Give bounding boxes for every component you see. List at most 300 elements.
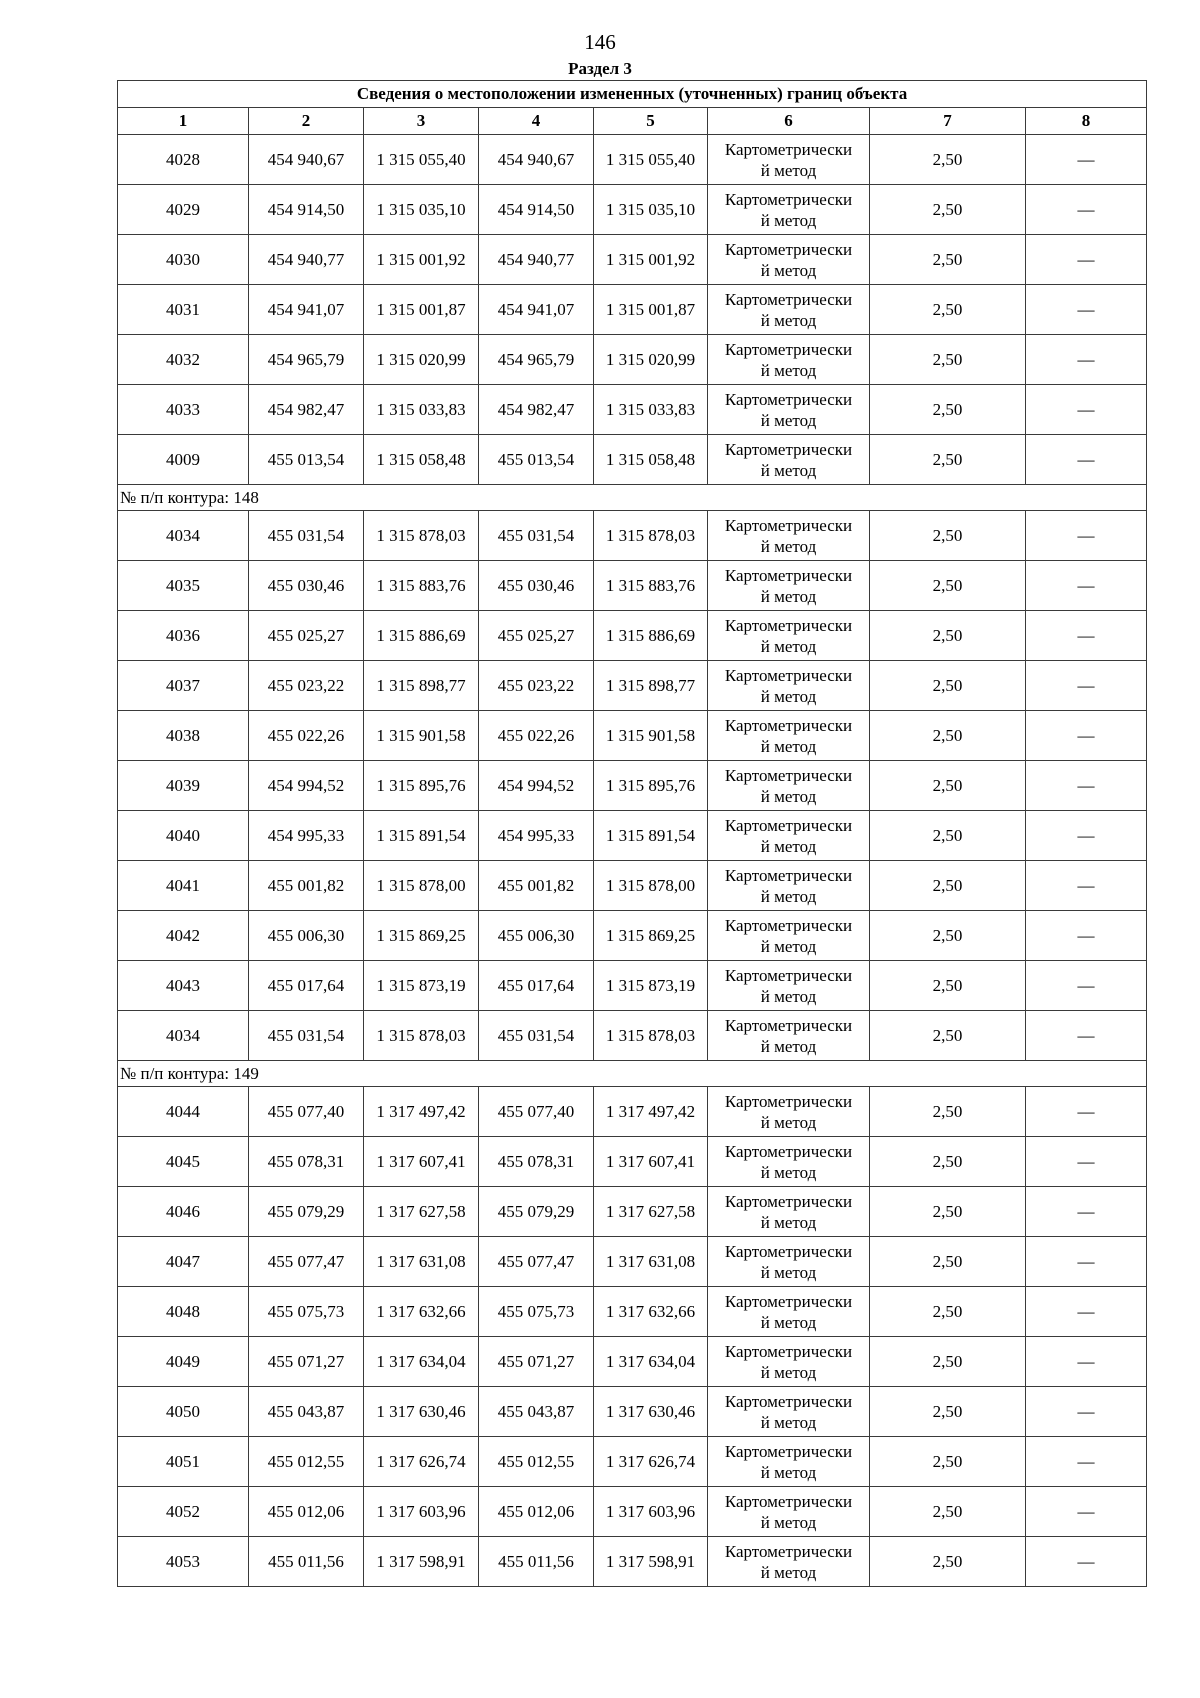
- table-row: [118, 511, 1147, 561]
- x-existing: 454 940,67: [249, 135, 364, 185]
- point-number: 4039: [118, 761, 249, 811]
- method-line1: Картометрически: [724, 1391, 853, 1411]
- x-existing: 454 965,79: [249, 335, 364, 385]
- point-number: 4034: [118, 511, 249, 561]
- point-number: 4038: [118, 711, 249, 761]
- y-new: 1 315 901,58: [594, 711, 708, 761]
- column-number: 7: [870, 108, 1026, 135]
- method-cell: [708, 185, 870, 235]
- column-number: 8: [1026, 108, 1147, 135]
- accuracy: 2,50: [870, 335, 1026, 385]
- method-cell: [708, 961, 870, 1011]
- method-cell: [708, 1087, 870, 1137]
- contour-label: № п/п контура: 148: [118, 485, 1147, 511]
- x-new: 454 941,07: [479, 285, 594, 335]
- method-line1: Картометрически: [724, 665, 853, 685]
- x-existing: 455 006,30: [249, 911, 364, 961]
- method-cell: [708, 435, 870, 485]
- table-row: [118, 235, 1147, 285]
- method-cell: [708, 235, 870, 285]
- accuracy: 2,50: [870, 135, 1026, 185]
- note-dash: —: [1026, 385, 1147, 435]
- table-row: [118, 1437, 1147, 1487]
- x-existing: 455 077,40: [249, 1087, 364, 1137]
- column-number: 5: [594, 108, 708, 135]
- x-new: 455 071,27: [479, 1337, 594, 1387]
- x-new: 455 078,31: [479, 1137, 594, 1187]
- contour-label: № п/п контура: 149: [118, 1061, 1147, 1087]
- note-dash: —: [1026, 1287, 1147, 1337]
- y-existing: 1 315 901,58: [364, 711, 479, 761]
- point-number: 4037: [118, 661, 249, 711]
- column-number: 4: [479, 108, 594, 135]
- x-new: 454 965,79: [479, 335, 594, 385]
- accuracy: 2,50: [870, 285, 1026, 335]
- method-line2: й метод: [760, 360, 817, 380]
- method-line1: Картометрически: [724, 615, 853, 635]
- method-line1: Картометрически: [724, 515, 853, 535]
- accuracy: 2,50: [870, 185, 1026, 235]
- note-dash: —: [1026, 911, 1147, 961]
- accuracy: 2,50: [870, 661, 1026, 711]
- method-line1: Картометрически: [724, 1441, 853, 1461]
- note-dash: —: [1026, 961, 1147, 1011]
- point-number: 4035: [118, 561, 249, 611]
- column-number: 1: [118, 108, 249, 135]
- accuracy: 2,50: [870, 711, 1026, 761]
- method-cell: [708, 511, 870, 561]
- point-number: 4042: [118, 911, 249, 961]
- x-existing: 455 078,31: [249, 1137, 364, 1187]
- x-existing: 455 012,55: [249, 1437, 364, 1487]
- point-number: 4046: [118, 1187, 249, 1237]
- note-dash: —: [1026, 185, 1147, 235]
- x-existing: 455 075,73: [249, 1287, 364, 1337]
- x-existing: 454 940,77: [249, 235, 364, 285]
- y-new: 1 315 869,25: [594, 911, 708, 961]
- point-number: 4050: [118, 1387, 249, 1437]
- method-cell: [708, 911, 870, 961]
- point-number: 4049: [118, 1337, 249, 1387]
- method-line1: Картометрически: [724, 1141, 853, 1161]
- method-cell: [708, 285, 870, 335]
- method-cell: [708, 1011, 870, 1061]
- table-row: [118, 1137, 1147, 1187]
- y-existing: 1 317 603,96: [364, 1487, 479, 1537]
- table-body: [118, 135, 1147, 1587]
- y-existing: 1 315 035,10: [364, 185, 479, 235]
- x-existing: 455 043,87: [249, 1387, 364, 1437]
- table-row: [118, 385, 1147, 435]
- x-existing: 454 994,52: [249, 761, 364, 811]
- y-existing: 1 317 607,41: [364, 1137, 479, 1187]
- page-number: 146: [584, 30, 616, 54]
- table-row: [118, 435, 1147, 485]
- method-line1: Картометрически: [724, 1291, 853, 1311]
- note-dash: —: [1026, 811, 1147, 861]
- method-line1: Картометрически: [724, 289, 853, 309]
- y-existing: 1 317 598,91: [364, 1537, 479, 1587]
- method-line1: Картометрически: [724, 1541, 853, 1561]
- y-new: 1 315 058,48: [594, 435, 708, 485]
- method-cell: [708, 711, 870, 761]
- y-existing: 1 315 878,00: [364, 861, 479, 911]
- point-number: 4029: [118, 185, 249, 235]
- x-existing: 455 022,26: [249, 711, 364, 761]
- point-number: 4040: [118, 811, 249, 861]
- y-existing: 1 315 058,48: [364, 435, 479, 485]
- y-new: 1 317 626,74: [594, 1437, 708, 1487]
- method-line1: Картометрически: [724, 965, 853, 985]
- x-new: 454 914,50: [479, 185, 594, 235]
- method-line2: й метод: [760, 936, 817, 956]
- x-new: 455 025,27: [479, 611, 594, 661]
- note-dash: —: [1026, 1187, 1147, 1237]
- y-new: 1 315 886,69: [594, 611, 708, 661]
- accuracy: 2,50: [870, 1011, 1026, 1061]
- y-new: 1 315 891,54: [594, 811, 708, 861]
- note-dash: —: [1026, 1437, 1147, 1487]
- method-line1: Картометрически: [724, 915, 853, 935]
- method-line2: й метод: [760, 1112, 817, 1132]
- x-new: 455 022,26: [479, 711, 594, 761]
- method-cell: [708, 1487, 870, 1537]
- y-existing: 1 315 055,40: [364, 135, 479, 185]
- method-cell: [708, 661, 870, 711]
- note-dash: —: [1026, 1387, 1147, 1437]
- accuracy: 2,50: [870, 961, 1026, 1011]
- accuracy: 2,50: [870, 1087, 1026, 1137]
- point-number: 4044: [118, 1087, 249, 1137]
- note-dash: —: [1026, 235, 1147, 285]
- method-line2: й метод: [760, 1362, 817, 1382]
- method-line2: й метод: [760, 1036, 817, 1056]
- y-new: 1 317 598,91: [594, 1537, 708, 1587]
- table-row: [118, 761, 1147, 811]
- x-existing: 455 011,56: [249, 1537, 364, 1587]
- method-line1: Картометрически: [724, 1191, 853, 1211]
- y-existing: 1 315 886,69: [364, 611, 479, 661]
- note-dash: —: [1026, 1137, 1147, 1187]
- accuracy: 2,50: [870, 761, 1026, 811]
- method-cell: [708, 335, 870, 385]
- x-existing: 454 941,07: [249, 285, 364, 335]
- accuracy: 2,50: [870, 1537, 1026, 1587]
- y-new: 1 315 873,19: [594, 961, 708, 1011]
- point-number: 4047: [118, 1237, 249, 1287]
- table-row: [118, 1337, 1147, 1387]
- method-line1: Картометрически: [724, 1491, 853, 1511]
- method-cell: [708, 761, 870, 811]
- method-cell: [708, 135, 870, 185]
- note-dash: —: [1026, 1237, 1147, 1287]
- method-line1: Картометрически: [724, 765, 853, 785]
- y-existing: 1 315 869,25: [364, 911, 479, 961]
- column-number: 6: [708, 108, 870, 135]
- method-cell: [708, 1137, 870, 1187]
- accuracy: 2,50: [870, 1287, 1026, 1337]
- method-line2: й метод: [760, 210, 817, 230]
- y-existing: 1 315 001,92: [364, 235, 479, 285]
- x-existing: 455 025,27: [249, 611, 364, 661]
- method-line1: Картометрически: [724, 239, 853, 259]
- y-new: 1 317 607,41: [594, 1137, 708, 1187]
- y-new: 1 315 020,99: [594, 335, 708, 385]
- point-number: 4036: [118, 611, 249, 661]
- method-line1: Картометрически: [724, 389, 853, 409]
- method-line2: й метод: [760, 636, 817, 656]
- table-row: [118, 285, 1147, 335]
- method-cell: [708, 1337, 870, 1387]
- y-existing: 1 315 020,99: [364, 335, 479, 385]
- x-new: 455 017,64: [479, 961, 594, 1011]
- point-number: 4043: [118, 961, 249, 1011]
- method-line2: й метод: [760, 986, 817, 1006]
- x-existing: 455 012,06: [249, 1487, 364, 1537]
- y-existing: 1 315 001,87: [364, 285, 479, 335]
- note-dash: —: [1026, 335, 1147, 385]
- method-line2: й метод: [760, 1312, 817, 1332]
- x-new: 454 940,77: [479, 235, 594, 285]
- method-cell: [708, 385, 870, 435]
- point-number: 4041: [118, 861, 249, 911]
- point-number: 4028: [118, 135, 249, 185]
- point-number: 4052: [118, 1487, 249, 1537]
- y-new: 1 317 627,58: [594, 1187, 708, 1237]
- point-number: 4031: [118, 285, 249, 335]
- note-dash: —: [1026, 1537, 1147, 1587]
- x-new: 454 982,47: [479, 385, 594, 435]
- note-dash: —: [1026, 511, 1147, 561]
- x-existing: 455 031,54: [249, 511, 364, 561]
- table-caption: Сведения о местоположении измененных (уточненных) границ объекта: [118, 81, 1147, 108]
- y-new: 1 317 632,66: [594, 1287, 708, 1337]
- x-new: 455 031,54: [479, 511, 594, 561]
- x-new: 455 012,55: [479, 1437, 594, 1487]
- x-existing: 455 013,54: [249, 435, 364, 485]
- y-new: 1 315 035,10: [594, 185, 708, 235]
- section-title: Раздел 3: [568, 59, 632, 78]
- accuracy: 2,50: [870, 435, 1026, 485]
- method-line1: Картометрически: [724, 189, 853, 209]
- y-new: 1 317 630,46: [594, 1387, 708, 1437]
- accuracy: 2,50: [870, 1337, 1026, 1387]
- note-dash: —: [1026, 1487, 1147, 1537]
- table-row: [118, 711, 1147, 761]
- x-new: 455 001,82: [479, 861, 594, 911]
- y-new: 1 315 883,76: [594, 561, 708, 611]
- table-row: [118, 1187, 1147, 1237]
- note-dash: —: [1026, 761, 1147, 811]
- method-line2: й метод: [760, 586, 817, 606]
- method-cell: [708, 1287, 870, 1337]
- point-number: 4045: [118, 1137, 249, 1187]
- method-line2: й метод: [760, 260, 817, 280]
- x-existing: 455 017,64: [249, 961, 364, 1011]
- method-line2: й метод: [760, 310, 817, 330]
- method-line2: й метод: [760, 410, 817, 430]
- method-line2: й метод: [760, 1562, 817, 1582]
- method-line2: й метод: [760, 786, 817, 806]
- method-line2: й метод: [760, 1512, 817, 1532]
- method-line2: й метод: [760, 886, 817, 906]
- accuracy: 2,50: [870, 1237, 1026, 1287]
- accuracy: 2,50: [870, 1487, 1026, 1537]
- method-line1: Картометрически: [724, 1341, 853, 1361]
- y-new: 1 315 878,03: [594, 1011, 708, 1061]
- x-new: 454 995,33: [479, 811, 594, 861]
- x-new: 455 030,46: [479, 561, 594, 611]
- y-existing: 1 317 632,66: [364, 1287, 479, 1337]
- method-line2: й метод: [760, 736, 817, 756]
- method-line2: й метод: [760, 1212, 817, 1232]
- y-existing: 1 317 497,42: [364, 1087, 479, 1137]
- x-existing: 455 079,29: [249, 1187, 364, 1237]
- contour-header-row: [118, 485, 1147, 511]
- method-cell: [708, 1437, 870, 1487]
- y-existing: 1 315 883,76: [364, 561, 479, 611]
- method-cell: [708, 1187, 870, 1237]
- table-row: [118, 135, 1147, 185]
- accuracy: 2,50: [870, 1137, 1026, 1187]
- accuracy: 2,50: [870, 1187, 1026, 1237]
- x-new: 455 043,87: [479, 1387, 594, 1437]
- method-line1: Картометрически: [724, 1241, 853, 1261]
- method-line2: й метод: [760, 1412, 817, 1432]
- method-line1: Картометрически: [724, 565, 853, 585]
- y-new: 1 317 634,04: [594, 1337, 708, 1387]
- x-existing: 455 077,47: [249, 1237, 364, 1287]
- method-cell: [708, 1237, 870, 1287]
- point-number: 4051: [118, 1437, 249, 1487]
- point-number: 4034: [118, 1011, 249, 1061]
- note-dash: —: [1026, 135, 1147, 185]
- table-row: [118, 1387, 1147, 1437]
- table-row: [118, 961, 1147, 1011]
- x-new: 454 994,52: [479, 761, 594, 811]
- table-row: [118, 811, 1147, 861]
- x-existing: 455 023,22: [249, 661, 364, 711]
- column-number: 3: [364, 108, 479, 135]
- method-line1: Картометрически: [724, 1015, 853, 1035]
- accuracy: 2,50: [870, 611, 1026, 661]
- accuracy: 2,50: [870, 385, 1026, 435]
- x-existing: 454 914,50: [249, 185, 364, 235]
- x-existing: 455 071,27: [249, 1337, 364, 1387]
- method-cell: [708, 1537, 870, 1587]
- method-line2: й метод: [760, 460, 817, 480]
- x-new: 455 006,30: [479, 911, 594, 961]
- table-row: [118, 185, 1147, 235]
- y-new: 1 317 497,42: [594, 1087, 708, 1137]
- method-cell: [708, 561, 870, 611]
- x-new: 455 077,40: [479, 1087, 594, 1137]
- x-new: 455 013,54: [479, 435, 594, 485]
- y-existing: 1 317 626,74: [364, 1437, 479, 1487]
- y-existing: 1 317 627,58: [364, 1187, 479, 1237]
- table-row: [118, 1011, 1147, 1061]
- table-row: [118, 1537, 1147, 1587]
- y-new: 1 315 001,87: [594, 285, 708, 335]
- column-number: 2: [249, 108, 364, 135]
- method-line1: Картометрически: [724, 139, 853, 159]
- point-number: 4030: [118, 235, 249, 285]
- table-row: [118, 611, 1147, 661]
- y-new: 1 315 878,03: [594, 511, 708, 561]
- point-number: 4053: [118, 1537, 249, 1587]
- point-number: 4033: [118, 385, 249, 435]
- point-number: 4032: [118, 335, 249, 385]
- method-line2: й метод: [760, 536, 817, 556]
- method-line1: Картометрически: [724, 865, 853, 885]
- y-existing: 1 317 634,04: [364, 1337, 479, 1387]
- table-row: [118, 861, 1147, 911]
- y-new: 1 317 631,08: [594, 1237, 708, 1287]
- y-existing: 1 315 895,76: [364, 761, 479, 811]
- method-cell: [708, 1387, 870, 1437]
- y-new: 1 315 898,77: [594, 661, 708, 711]
- table-row: [118, 661, 1147, 711]
- method-line2: й метод: [760, 160, 817, 180]
- x-existing: 455 030,46: [249, 561, 364, 611]
- x-new: 455 077,47: [479, 1237, 594, 1287]
- y-new: 1 315 033,83: [594, 385, 708, 435]
- method-line2: й метод: [760, 1262, 817, 1282]
- method-cell: [708, 611, 870, 661]
- y-new: 1 315 055,40: [594, 135, 708, 185]
- note-dash: —: [1026, 285, 1147, 335]
- method-line1: Картометрически: [724, 439, 853, 459]
- method-line2: й метод: [760, 686, 817, 706]
- x-new: 455 023,22: [479, 661, 594, 711]
- note-dash: —: [1026, 661, 1147, 711]
- x-existing: 455 031,54: [249, 1011, 364, 1061]
- column-number-row: [118, 108, 1147, 135]
- method-line1: Картометрически: [724, 715, 853, 735]
- accuracy: 2,50: [870, 1437, 1026, 1487]
- accuracy: 2,50: [870, 861, 1026, 911]
- x-new: 455 031,54: [479, 1011, 594, 1061]
- y-existing: 1 315 033,83: [364, 385, 479, 435]
- x-existing: 454 995,33: [249, 811, 364, 861]
- accuracy: 2,50: [870, 511, 1026, 561]
- table-row: [118, 1487, 1147, 1537]
- point-number: 4048: [118, 1287, 249, 1337]
- table-row: [118, 335, 1147, 385]
- table-row: [118, 561, 1147, 611]
- x-new: 455 011,56: [479, 1537, 594, 1587]
- note-dash: —: [1026, 435, 1147, 485]
- note-dash: —: [1026, 611, 1147, 661]
- y-existing: 1 317 631,08: [364, 1237, 479, 1287]
- x-new: 455 012,06: [479, 1487, 594, 1537]
- note-dash: —: [1026, 561, 1147, 611]
- y-new: 1 315 895,76: [594, 761, 708, 811]
- x-new: 454 940,67: [479, 135, 594, 185]
- method-line1: Картометрически: [724, 815, 853, 835]
- note-dash: —: [1026, 1337, 1147, 1387]
- note-dash: —: [1026, 1087, 1147, 1137]
- method-line2: й метод: [760, 1162, 817, 1182]
- method-line1: Картометрически: [724, 339, 853, 359]
- note-dash: —: [1026, 1011, 1147, 1061]
- accuracy: 2,50: [870, 235, 1026, 285]
- y-new: 1 315 878,00: [594, 861, 708, 911]
- table-row: [118, 1087, 1147, 1137]
- note-dash: —: [1026, 711, 1147, 761]
- accuracy: 2,50: [870, 561, 1026, 611]
- table-row: [118, 1287, 1147, 1337]
